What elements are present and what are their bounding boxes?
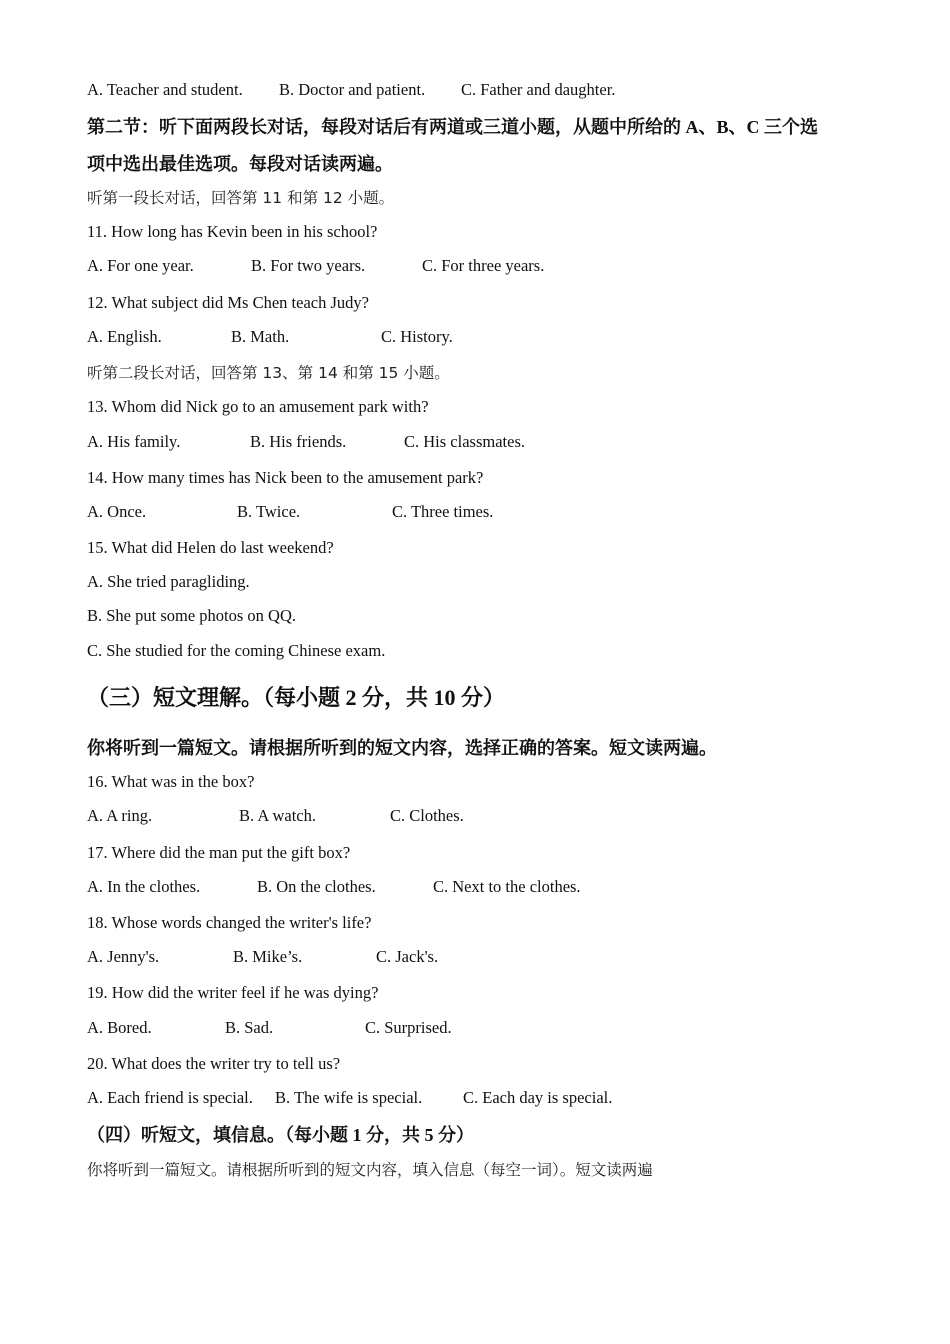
q10-option-c: C. Father and daughter. <box>461 80 616 99</box>
q15-option-b: B. She put some photos on QQ. <box>87 606 297 625</box>
q20-option-b: B. The wife is special. <box>275 1088 423 1107</box>
section2-title-line1: 第二节：听下面两段长对话，每段对话后有两道或三道小题，从题中所给的 A、B、C 三个选 <box>87 117 818 137</box>
q14-option-c: C. Three times. <box>392 502 494 521</box>
q15-text: 15. What did Helen do last weekend? <box>87 538 334 557</box>
q15-option-a: A. She tried paragliding. <box>87 572 250 591</box>
q19-option-b: B. Sad. <box>225 1018 274 1037</box>
section4-instruction: 你将听到一篇短文。请根据所听到的短文内容，填入信息（每空一词）。短文读两遍 <box>87 1161 653 1179</box>
q18-option-c: C. Jack's. <box>376 947 439 966</box>
section4-heading: （四）听短文，填信息。（每小题 1 分，共 5 分） <box>87 1125 474 1145</box>
q13-option-a: A. His family. <box>87 432 181 451</box>
q11-option-c: C. For three years. <box>422 256 545 275</box>
section3-instruction: 你将听到一篇短文。请根据所听到的短文内容，选择正确的答案。短文读两遍。 <box>87 738 717 758</box>
q20-option-c: C. Each day is special. <box>463 1088 613 1107</box>
q11-option-b: B. For two years. <box>251 256 366 275</box>
q12-text: 12. What subject did Ms Chen teach Judy? <box>87 293 369 312</box>
section2-title-line2: 项中选出最佳选项。每段对话读两遍。 <box>87 154 393 174</box>
q18-option-b: B. Mike’s. <box>233 947 303 966</box>
q14-text: 14. How many times has Nick been to the amusement park? <box>87 468 484 487</box>
q12-option-b: B. Math. <box>231 327 290 346</box>
q14-option-b: B. Twice. <box>237 502 301 521</box>
q17-option-a: A. In the clothes. <box>87 877 201 896</box>
section3-heading: （三）短文理解。（每小题 2 分，共 10 分） <box>87 685 506 710</box>
q16-option-a: A. A ring. <box>87 806 153 825</box>
q18-text: 18. Whose words changed the writer's life? <box>87 913 372 932</box>
q13-option-b: B. His friends. <box>250 432 347 451</box>
q16-option-c: C. Clothes. <box>390 806 464 825</box>
q12-option-c: C. History. <box>381 327 453 346</box>
q20-text: 20. What does the writer try to tell us? <box>87 1054 341 1073</box>
q14-option-a: A. Once. <box>87 502 147 521</box>
q16-text: 16. What was in the box? <box>87 772 255 791</box>
q19-option-a: A. Bored. <box>87 1018 152 1037</box>
q10-option-a: A. Teacher and student. <box>87 80 243 99</box>
q17-text: 17. Where did the man put the gift box? <box>87 843 351 862</box>
q19-option-c: C. Surprised. <box>365 1018 452 1037</box>
q11-text: 11. How long has Kevin been in his school? <box>87 222 378 241</box>
q11-option-a: A. For one year. <box>87 256 194 275</box>
dialog1-intro: 听第一段长对话，回答第 11 和第 12 小题。 <box>87 189 395 207</box>
dialog2-intro: 听第二段长对话，回答第 13、第 14 和第 15 小题。 <box>87 364 450 382</box>
q17-option-b: B. On the clothes. <box>257 877 376 896</box>
q20-option-a: A. Each friend is special. <box>87 1088 253 1107</box>
q10-option-b: B. Doctor and patient. <box>279 80 426 99</box>
q19-text: 19. How did the writer feel if he was dying? <box>87 983 379 1002</box>
q17-option-c: C. Next to the clothes. <box>433 877 581 896</box>
q13-option-c: C. His classmates. <box>404 432 525 451</box>
q12-option-a: A. English. <box>87 327 162 346</box>
q15-option-c: C. She studied for the coming Chinese exam. <box>87 641 386 660</box>
q18-option-a: A. Jenny's. <box>87 947 160 966</box>
q13-text: 13. Whom did Nick go to an amusement park with? <box>87 397 429 416</box>
q16-option-b: B. A watch. <box>239 806 316 825</box>
